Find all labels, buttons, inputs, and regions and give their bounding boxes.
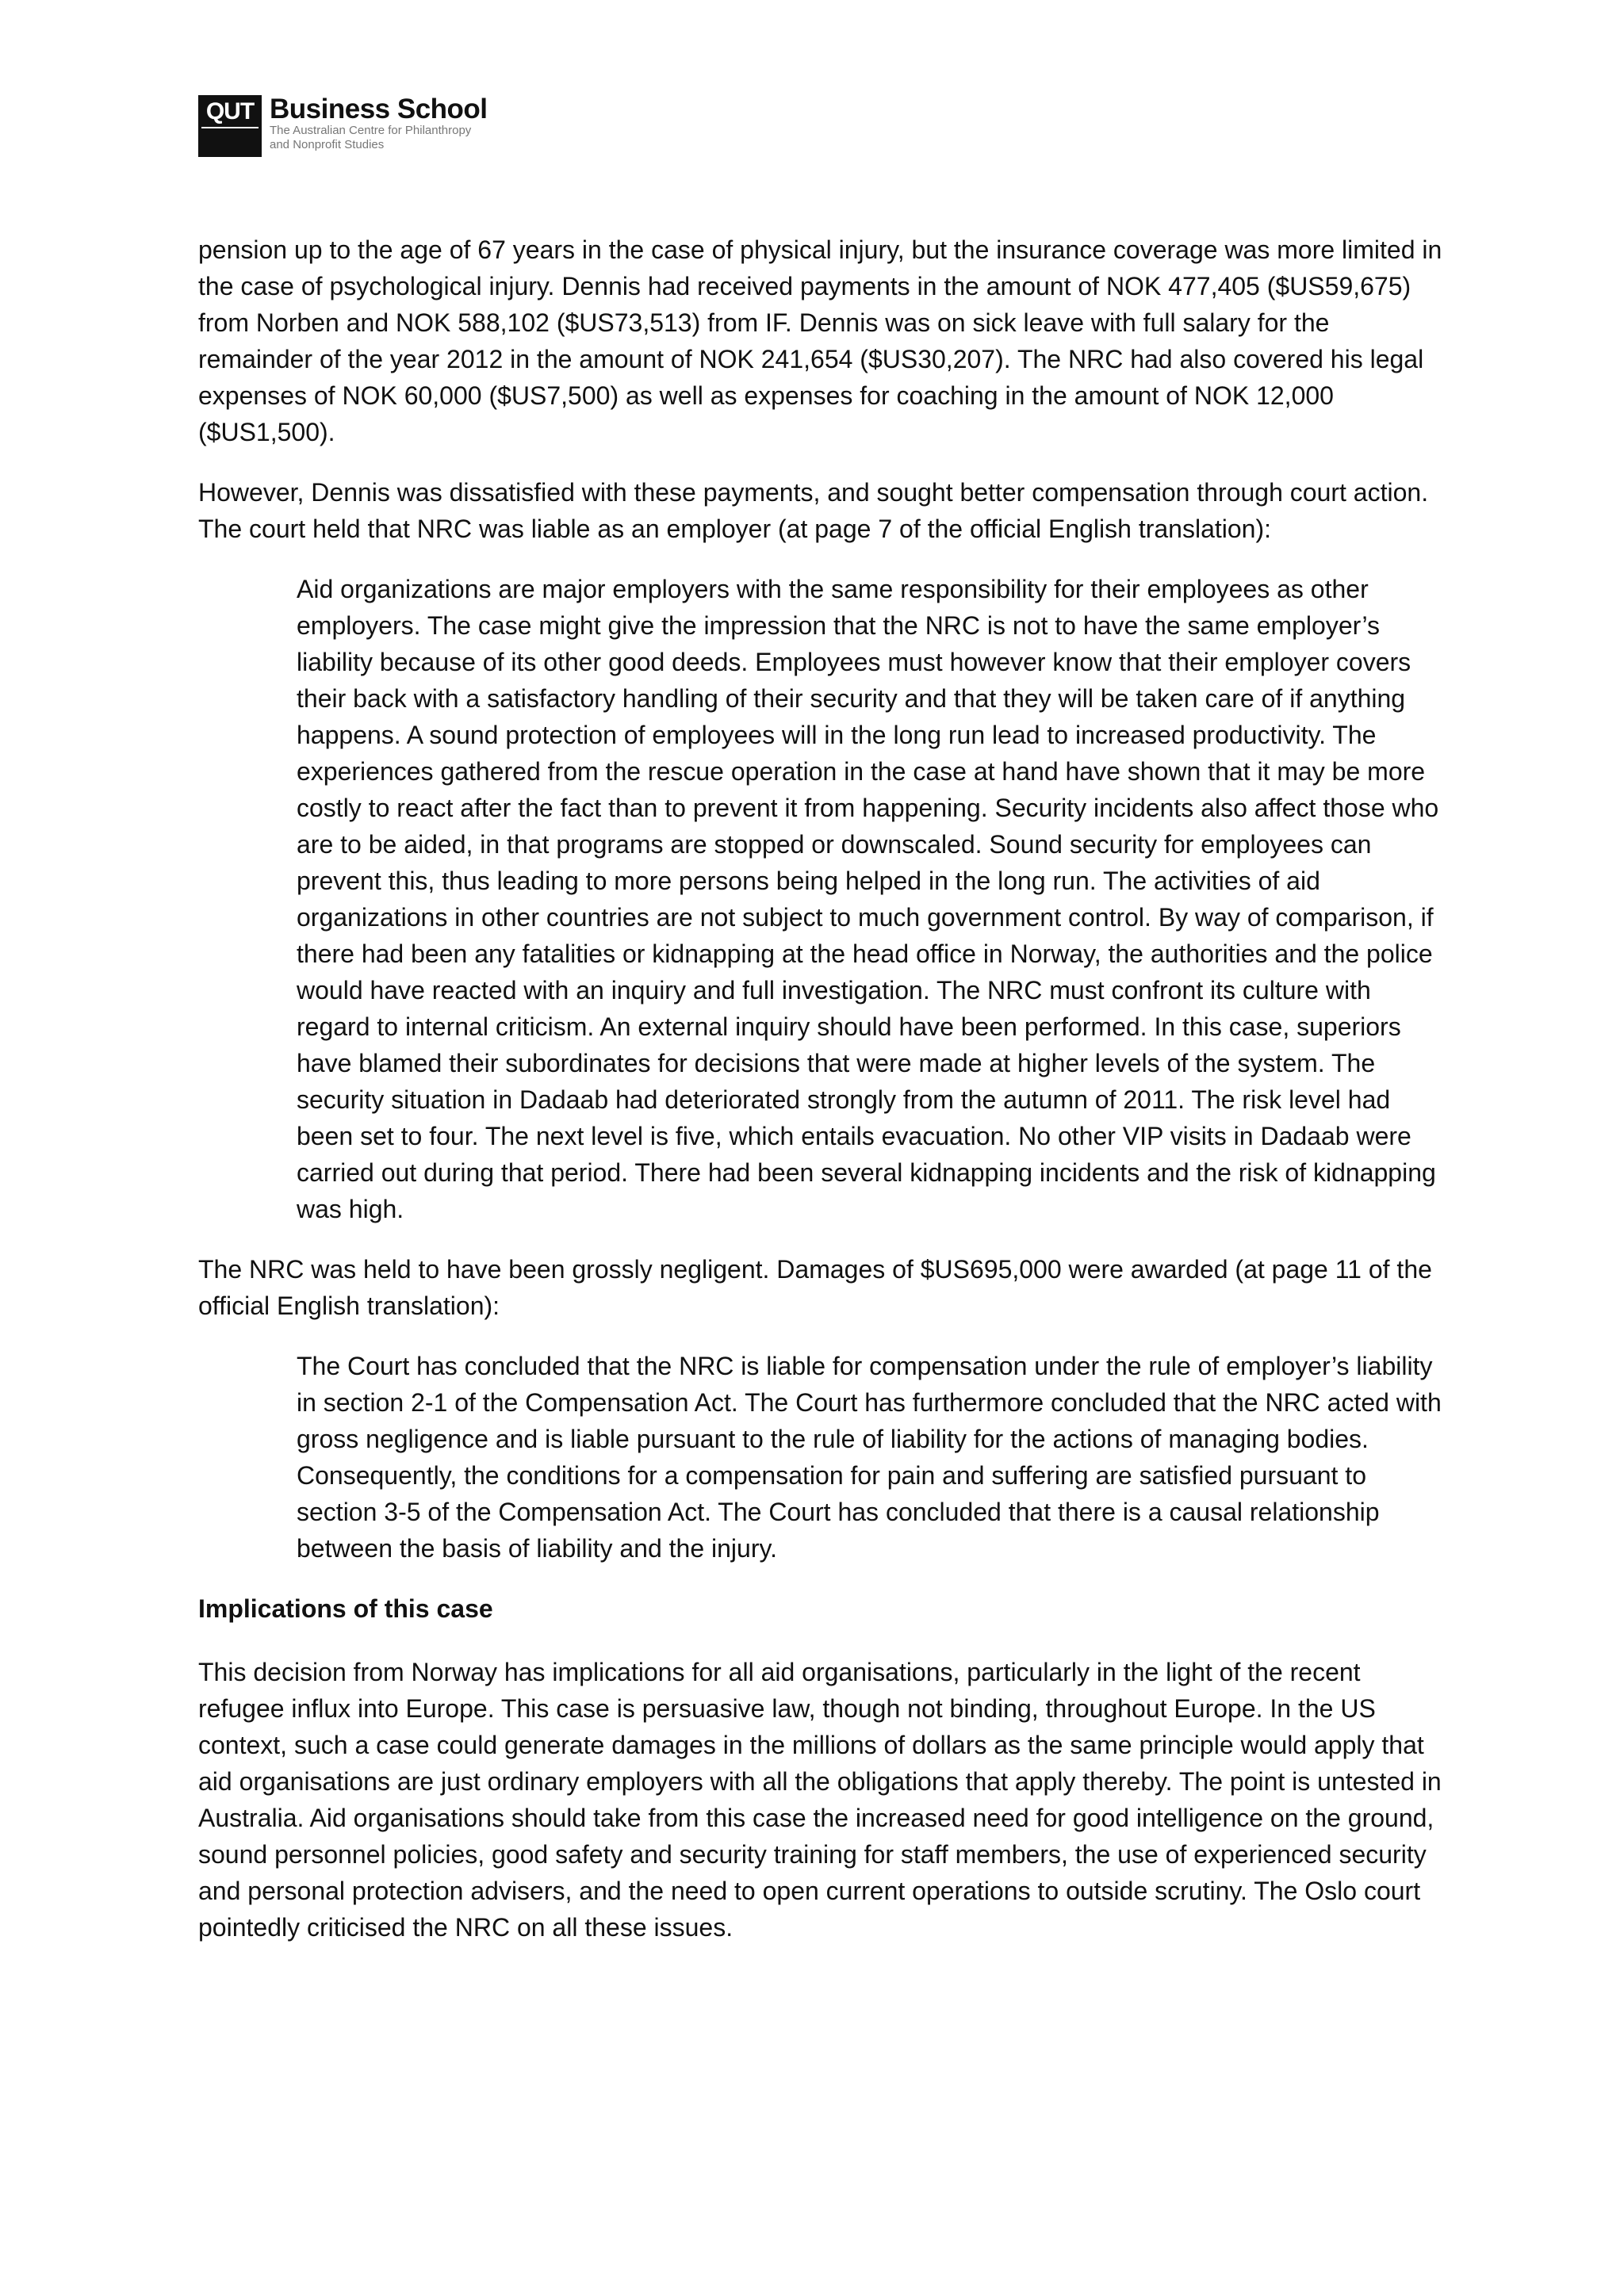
qut-logo (198, 95, 262, 157)
paragraph-damages-awarded: The NRC was held to have been grossly negligent. Damages of $US695,000 were awarded (at page 11 of the official English translation): (198, 1255, 1432, 1320)
school-subtitle-line1: The Australian Centre for Philanthropy (270, 124, 472, 137)
school-name: Business School (270, 94, 488, 124)
block-quote-court-conclusion: The Court has concluded that the NRC is liable for compensation under the rule of employer’s liability in section 2-1 of the Compensation Act. The Court has furthermore concluded that the NRC acted with gross negligence and is liable pursuant to the rule of liability for the actions of managing bodies. Consequently, the conditions for a compensation for pain and suffering are satisfied pursuant to section 3-5 of the Compensation Act. The Court has concluded that there is a causal relationship between the basis of liability and the injury. (297, 1352, 1442, 1563)
logo-divider (201, 127, 259, 128)
section-heading-implications: Implications of this case (198, 1594, 493, 1623)
school-subtitle-line2: and Nonprofit Studies (270, 138, 385, 151)
paragraph-court-action: However, Dennis was dissatisfied with these payments, and sought better compensation through court action. The court held that NRC was liable as an employer (at page 7 of the official English translation): (198, 478, 1429, 543)
logo-text: QUT (205, 98, 255, 124)
header-text (270, 95, 488, 152)
document-body (198, 232, 1443, 1969)
paragraph-implications: This decision from Norway has implications for all aid organisations, particularly in the light of the recent refugee influx into Europe. This case is persuasive law, though not binding, throughout Europe. In the US context, such a case could generate damages in the millions of dollars as the same principle would apply that aid organisations are just ordinary employers with all the obligations that apply thereby. The point is untested in Australia. Aid organisations should take from this case the increased need for good intelligence on the ground, sound personnel policies, good safety and security training for staff members, the use of experienced security and personal protection advisers, and the need to open current operations to outside scrutiny. The Oslo court pointedly criticised the NRC on all these issues. (198, 1658, 1442, 1942)
paragraph-compensation-payments: pension up to the age of 67 years in the case of physical injury, but the insurance coverage was more limited in the case of psychological injury. Dennis had received payments in the amount of NOK 477,405 ($US59,675) from Norben and NOK 588,102 ($US73,513) from IF. Dennis was on sick leave with full salary for the remainder of the year 2012 in the amount of NOK 241,654 ($US30,207). The NRC had also covered his legal expenses of NOK 60,000 ($US7,500) as well as expenses for coaching in the amount of NOK 12,000 ($US1,500). (198, 235, 1442, 446)
page-header (198, 95, 488, 159)
block-quote-employer-liability: Aid organizations are major employers with the same responsibility for their employees as other employers. The case might give the impression that the NRC is not to have the same employer’s liability because of its other good deeds. Employees must however know that their employer covers their back with a satisfactory handling of their security and that they will be taken care of if anything happens. A sound protection of employees will in the long run lead to increased productivity. The experiences gathered from the rescue operation in the case at hand have shown that it may be more costly to react after the fact than to prevent it from happening. Security incidents also affect those who are to be aided, in that programs are stopped or downscaled. Sound security for employees can prevent this, thus leading to more persons being helped in the long run. The activities of aid organizations in other countries are not subject to much government control. By way of comparison, if there had been any fatalities or kidnapping at the head office in Norway, the authorities and the police would have reacted with an inquiry and full investigation. The NRC must confront its culture with regard to internal criticism. An external inquiry should have been performed. In this case, superiors have blamed their subordinates for decisions that were made at higher levels of the system. The security situation in Dadaab had deteriorated strongly from the autumn of 2011. The risk level had been set to four. The next level is five, which entails evacuation. No other VIP visits in Dadaab were carried out during that period. There had been several kidnapping incidents and the risk of kidnapping was high. (297, 575, 1439, 1223)
